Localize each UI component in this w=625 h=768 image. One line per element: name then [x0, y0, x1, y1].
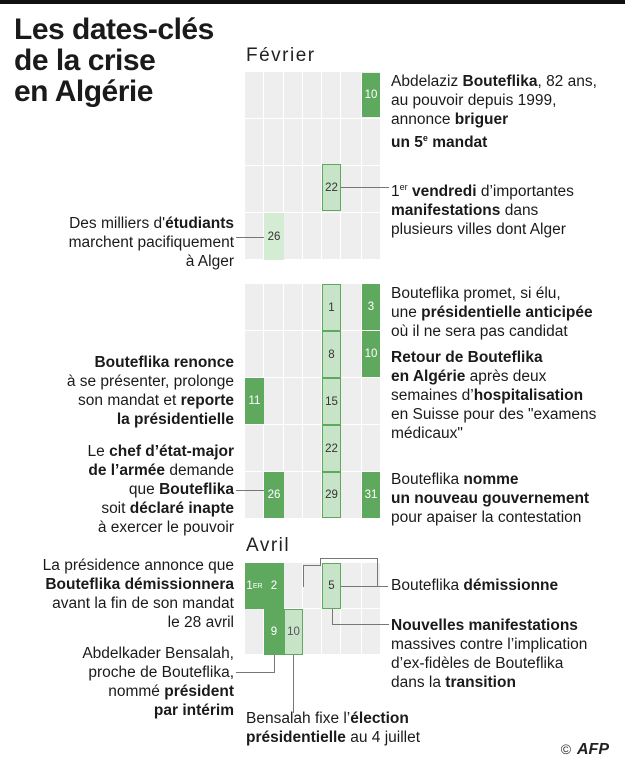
- calendar-cell: [284, 72, 302, 118]
- event-feb26: Des milliers d'étudiants marchent pacifiquement à Alger: [68, 215, 234, 270]
- calendar-cell: [264, 119, 283, 165]
- connector-apr2-h1: [303, 565, 321, 566]
- day-cell-feb-22: 22: [322, 164, 341, 211]
- calendar-cell: [245, 166, 263, 212]
- calendar-cell: [303, 166, 321, 212]
- calendar-cell: [322, 213, 340, 259]
- title-line-3: en Algérie: [14, 75, 153, 108]
- copyright-symbol: ©: [560, 741, 572, 757]
- day-cell-mar-1: 1: [322, 284, 341, 331]
- calendar-cell: [284, 284, 302, 330]
- calendar-cell: [303, 609, 321, 654]
- day-cell-mar-10: 10: [362, 331, 380, 377]
- day-cell-apr-2: 2: [264, 563, 284, 609]
- calendar-cell: [264, 284, 283, 330]
- calendar-cell: [341, 331, 361, 377]
- calendar-cell: [245, 72, 263, 118]
- calendar-cell: [245, 425, 263, 471]
- calendar-cell: [341, 166, 361, 212]
- connector-apr9-h: [236, 672, 275, 673]
- connector-apr9-v: [274, 655, 275, 672]
- calendar-cell: [341, 425, 361, 471]
- calendar-cell: [245, 331, 263, 377]
- credit: [561, 741, 609, 759]
- event-apr9: Abdelkader Bensalah, proche de Bouteflika, nommé président par intérim: [82, 645, 234, 719]
- calendar-cell: [264, 425, 283, 471]
- calendar-cell: [303, 378, 321, 424]
- calendar-cell: [303, 119, 321, 165]
- calendar-cell: [245, 284, 263, 330]
- calendar-cell: [341, 72, 361, 118]
- connector-apr10-v: [293, 655, 294, 713]
- title-line-1: Les dates-clés: [14, 13, 214, 46]
- day-cell-mar-26: 26: [264, 472, 284, 518]
- event-feb22: 1er vendredi d’importantes manifestations dans plusieurs villes dont Alger: [391, 182, 574, 239]
- calendar-cell: [264, 331, 283, 377]
- connector-apr2-top: [320, 558, 377, 559]
- calendar-cell: [322, 119, 340, 165]
- calendar-cell: [341, 284, 361, 330]
- day-cell-mar-15: 15: [322, 378, 341, 425]
- calendar-cell: [245, 609, 263, 654]
- calendar-cell: [303, 331, 321, 377]
- event-apr2: Bouteflika démissionne: [391, 577, 559, 594]
- connector-apr5-v: [332, 609, 333, 624]
- page-title: [14, 14, 244, 107]
- calendar-cell: [341, 472, 361, 518]
- calendar-cell: [303, 72, 321, 118]
- event-mar31: Bouteflika nomme un nouveau gouvernement pour apaiser la contestation: [391, 471, 590, 526]
- event-apr10: Bensalah fixe l’élection présidentielle au 4 juillet: [246, 710, 421, 746]
- event-feb10: Abdelaziz Bouteflika, 82 ans, au pouvoir depuis 1999, annonce briguer un 5e mandat: [391, 73, 597, 152]
- calendar-cell: [341, 609, 361, 654]
- calendar-cell: [284, 331, 302, 377]
- connector-mar26: [236, 490, 264, 491]
- calendar-cell: [362, 213, 380, 259]
- calendar-cell: [284, 166, 302, 212]
- day-cell-apr-10: 10: [284, 609, 303, 655]
- calendar-cell: [362, 119, 380, 165]
- calendar-cell: [284, 472, 302, 518]
- calendar-cell: [322, 72, 340, 118]
- afp-logo: AFP: [577, 741, 609, 758]
- day-cell-mar-29: 29: [322, 472, 341, 518]
- calendar-cell: [284, 563, 302, 608]
- month-label-fevrier: Février: [246, 45, 316, 66]
- event-apr5: Nouvelles manifestations massives contre l’implication d’ex-fidèles de Bouteflika dans la transition: [391, 617, 588, 691]
- calendar-cell: [362, 609, 380, 654]
- connector-feb22: [341, 187, 389, 188]
- event-apr1: La présidence annonce que Bouteflika démissionnera avant la fin de son mandat le 28 avril: [42, 557, 234, 631]
- day-cell-apr-5: 5: [322, 563, 341, 609]
- calendar-cell: [322, 609, 340, 654]
- day-cell-mar-11: 11: [245, 378, 264, 424]
- calendar-cell: [341, 119, 361, 165]
- calendar-cell: [341, 213, 361, 259]
- calendar-cell: [264, 378, 283, 424]
- calendar-cell: [284, 213, 302, 259]
- day-cell-mar-22: 22: [322, 425, 341, 472]
- calendar-cell: [303, 563, 321, 608]
- connector-apr5-h: [332, 624, 389, 625]
- month-label-avril: Avril: [246, 535, 291, 556]
- event-mar11: Bouteflika renonce à se présenter, prolonge son mandat et reporte la présidentielle: [66, 354, 234, 428]
- calendar-cell: [245, 213, 263, 259]
- day-cell-apr-1: [245, 563, 264, 609]
- connector-apr2-out: [341, 586, 388, 587]
- calendar-cell: [341, 378, 361, 424]
- calendar-cell: [362, 166, 380, 212]
- event-mar26: Le chef d’état-major de l’armée demande que Bouteflika soit déclaré inapte à exercer le pouvoir: [87, 443, 234, 536]
- day-cell-mar-8: 8: [322, 331, 341, 378]
- day-cell-feb-10: 10: [362, 73, 380, 117]
- top-rule: [0, 0, 625, 4]
- day-cell-mar-31: 31: [362, 472, 380, 518]
- calendar-cell: [303, 425, 321, 471]
- day-suffix: ER: [252, 582, 263, 590]
- day-cell-feb-26: 26: [264, 213, 284, 260]
- calendar-cell: [284, 378, 302, 424]
- calendar-cell: [264, 166, 283, 212]
- event-mar3: Bouteflika promet, si élu, une présidentielle anticipée où il ne sera pas candidat: [391, 285, 593, 340]
- connector-feb26: [236, 237, 264, 238]
- day-number: 1: [246, 580, 253, 592]
- calendar-cell: [264, 72, 283, 118]
- calendar-cell: [303, 213, 321, 259]
- calendar-cell: [303, 284, 321, 330]
- calendar-cell: [284, 425, 302, 471]
- calendar-cell: [245, 119, 263, 165]
- event-mar10: Retour de Bouteflika en Algérie après deux semaines d’hospitalisation en Suisse pour des "examens médicaux": [391, 349, 597, 442]
- calendar-cell: [362, 378, 380, 424]
- calendar-cell: [284, 119, 302, 165]
- connector-apr2-v: [303, 565, 304, 587]
- connector-apr2-v3: [377, 558, 378, 586]
- calendar-cell: [245, 472, 263, 518]
- day-cell-mar-3: 3: [362, 284, 380, 330]
- title-line-2: de la crise: [14, 44, 156, 77]
- calendar-cell: [362, 425, 380, 471]
- day-cell-apr-9: 9: [264, 609, 284, 655]
- connector-apr2-v2: [320, 558, 321, 566]
- calendar-cell: [303, 472, 321, 518]
